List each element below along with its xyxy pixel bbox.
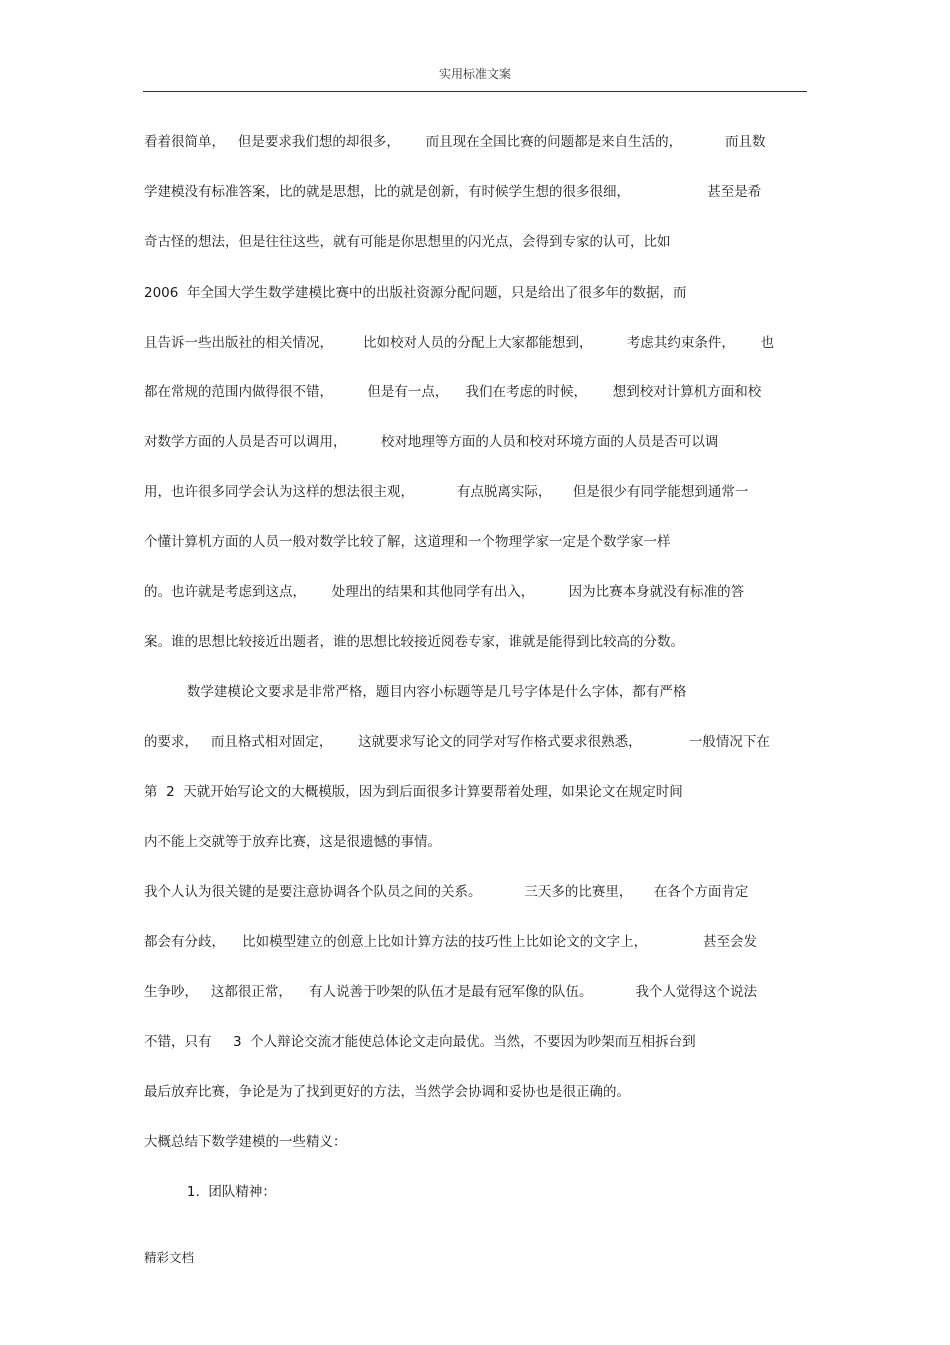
- page-footer: [144, 1249, 194, 1267]
- text-line: 大概总结下数学建模的一些精义：: [144, 1134, 347, 1150]
- text-line: 不错，只有 3 个人辩论交流才能使总体论文走向最优。当然，不要因为吵架而互相拆台到: [144, 1034, 696, 1050]
- footer-text: 精彩文档: [144, 1250, 195, 1265]
- text-line: 生争吵， 这都很正常， 有人说善于吵架的队伍才是最有冠军像的队伍。 我个人觉得这个说法: [144, 984, 757, 1000]
- text-line: 都在常规的范围内做得很不错， 但是有一点， 我们在考虑的时候， 想到校对计算机方面和校: [144, 384, 762, 400]
- text-line: 案。谁的思想比较接近出题者，谁的思想比较接近阅卷专家，谁就是能得到比较高的分数。: [144, 634, 684, 650]
- text-line: 内不能上交就等于放弃比赛，这是很遗憾的事情。: [144, 834, 441, 850]
- text-line: 用，也许很多同学会认为这样的想法很主观， 有点脱离实际， 但是很少有同学能想到通常一: [144, 484, 749, 500]
- text-line: 个懂计算机方面的人员一般对数学比较了解，这道理和一个物理学家一定是个数学家一样: [144, 534, 671, 550]
- text-line: 对数学方面的人员是否可以调用， 校对地理等方面的人员和校对环境方面的人员是否可以调: [144, 434, 719, 450]
- text-line: 数学建模论文要求是非常严格，题目内容小标题等是几号字体是什么字体，都有严格: [144, 684, 687, 700]
- text-line: 学建模没有标准答案，比的就是思想，比的就是创新，有时候学生想的很多很细， 甚至是希: [144, 184, 762, 200]
- text-line: 且告诉一些出版社的相关情况， 比如校对人员的分配上大家都能想到， 考虑其约束条件， 也: [144, 335, 775, 351]
- text-line: 2006 年全国大学生数学建模比赛中的出版社资源分配问题，只是给出了很多年的数据，而: [144, 285, 687, 301]
- text-line: 我个人认为很关键的是要注意协调各个队员之间的关系。 三天多的比赛里， 在各个方面肯定: [144, 884, 749, 900]
- text-line: 看着很简单， 但是要求我们想的却很多， 而且现在全国比赛的问题都是来自生活的， 而且数: [144, 134, 766, 150]
- text-line: 最后放弃比赛，争论是为了找到更好的方法，当然学会协调和妥协也是很正确的。: [144, 1084, 630, 1100]
- text-line: 的要求， 而且格式相对固定， 这就要求写论文的同学对写作格式要求很熟悉， 一般情况下在: [144, 734, 770, 750]
- text-line: 奇古怪的想法，但是往往这些，就有可能是你思想里的闪光点，会得到专家的认可，比如: [144, 234, 671, 250]
- text-line: 都会有分歧， 比如模型建立的创意上比如计算方法的技巧性上比如论文的文字上， 甚至会发: [144, 934, 757, 950]
- text-line: 1. 团队精神：: [144, 1184, 276, 1200]
- text-line: 第 2 天就开始写论文的大概模版，因为到后面很多计算要帮着处理，如果论文在规定时间: [144, 784, 683, 800]
- text-line: 的。也许就是考虑到这点， 处理出的结果和其他同学有出入， 因为比赛本身就没有标准的答: [144, 584, 745, 600]
- header-title: 实用标准文案: [438, 67, 511, 81]
